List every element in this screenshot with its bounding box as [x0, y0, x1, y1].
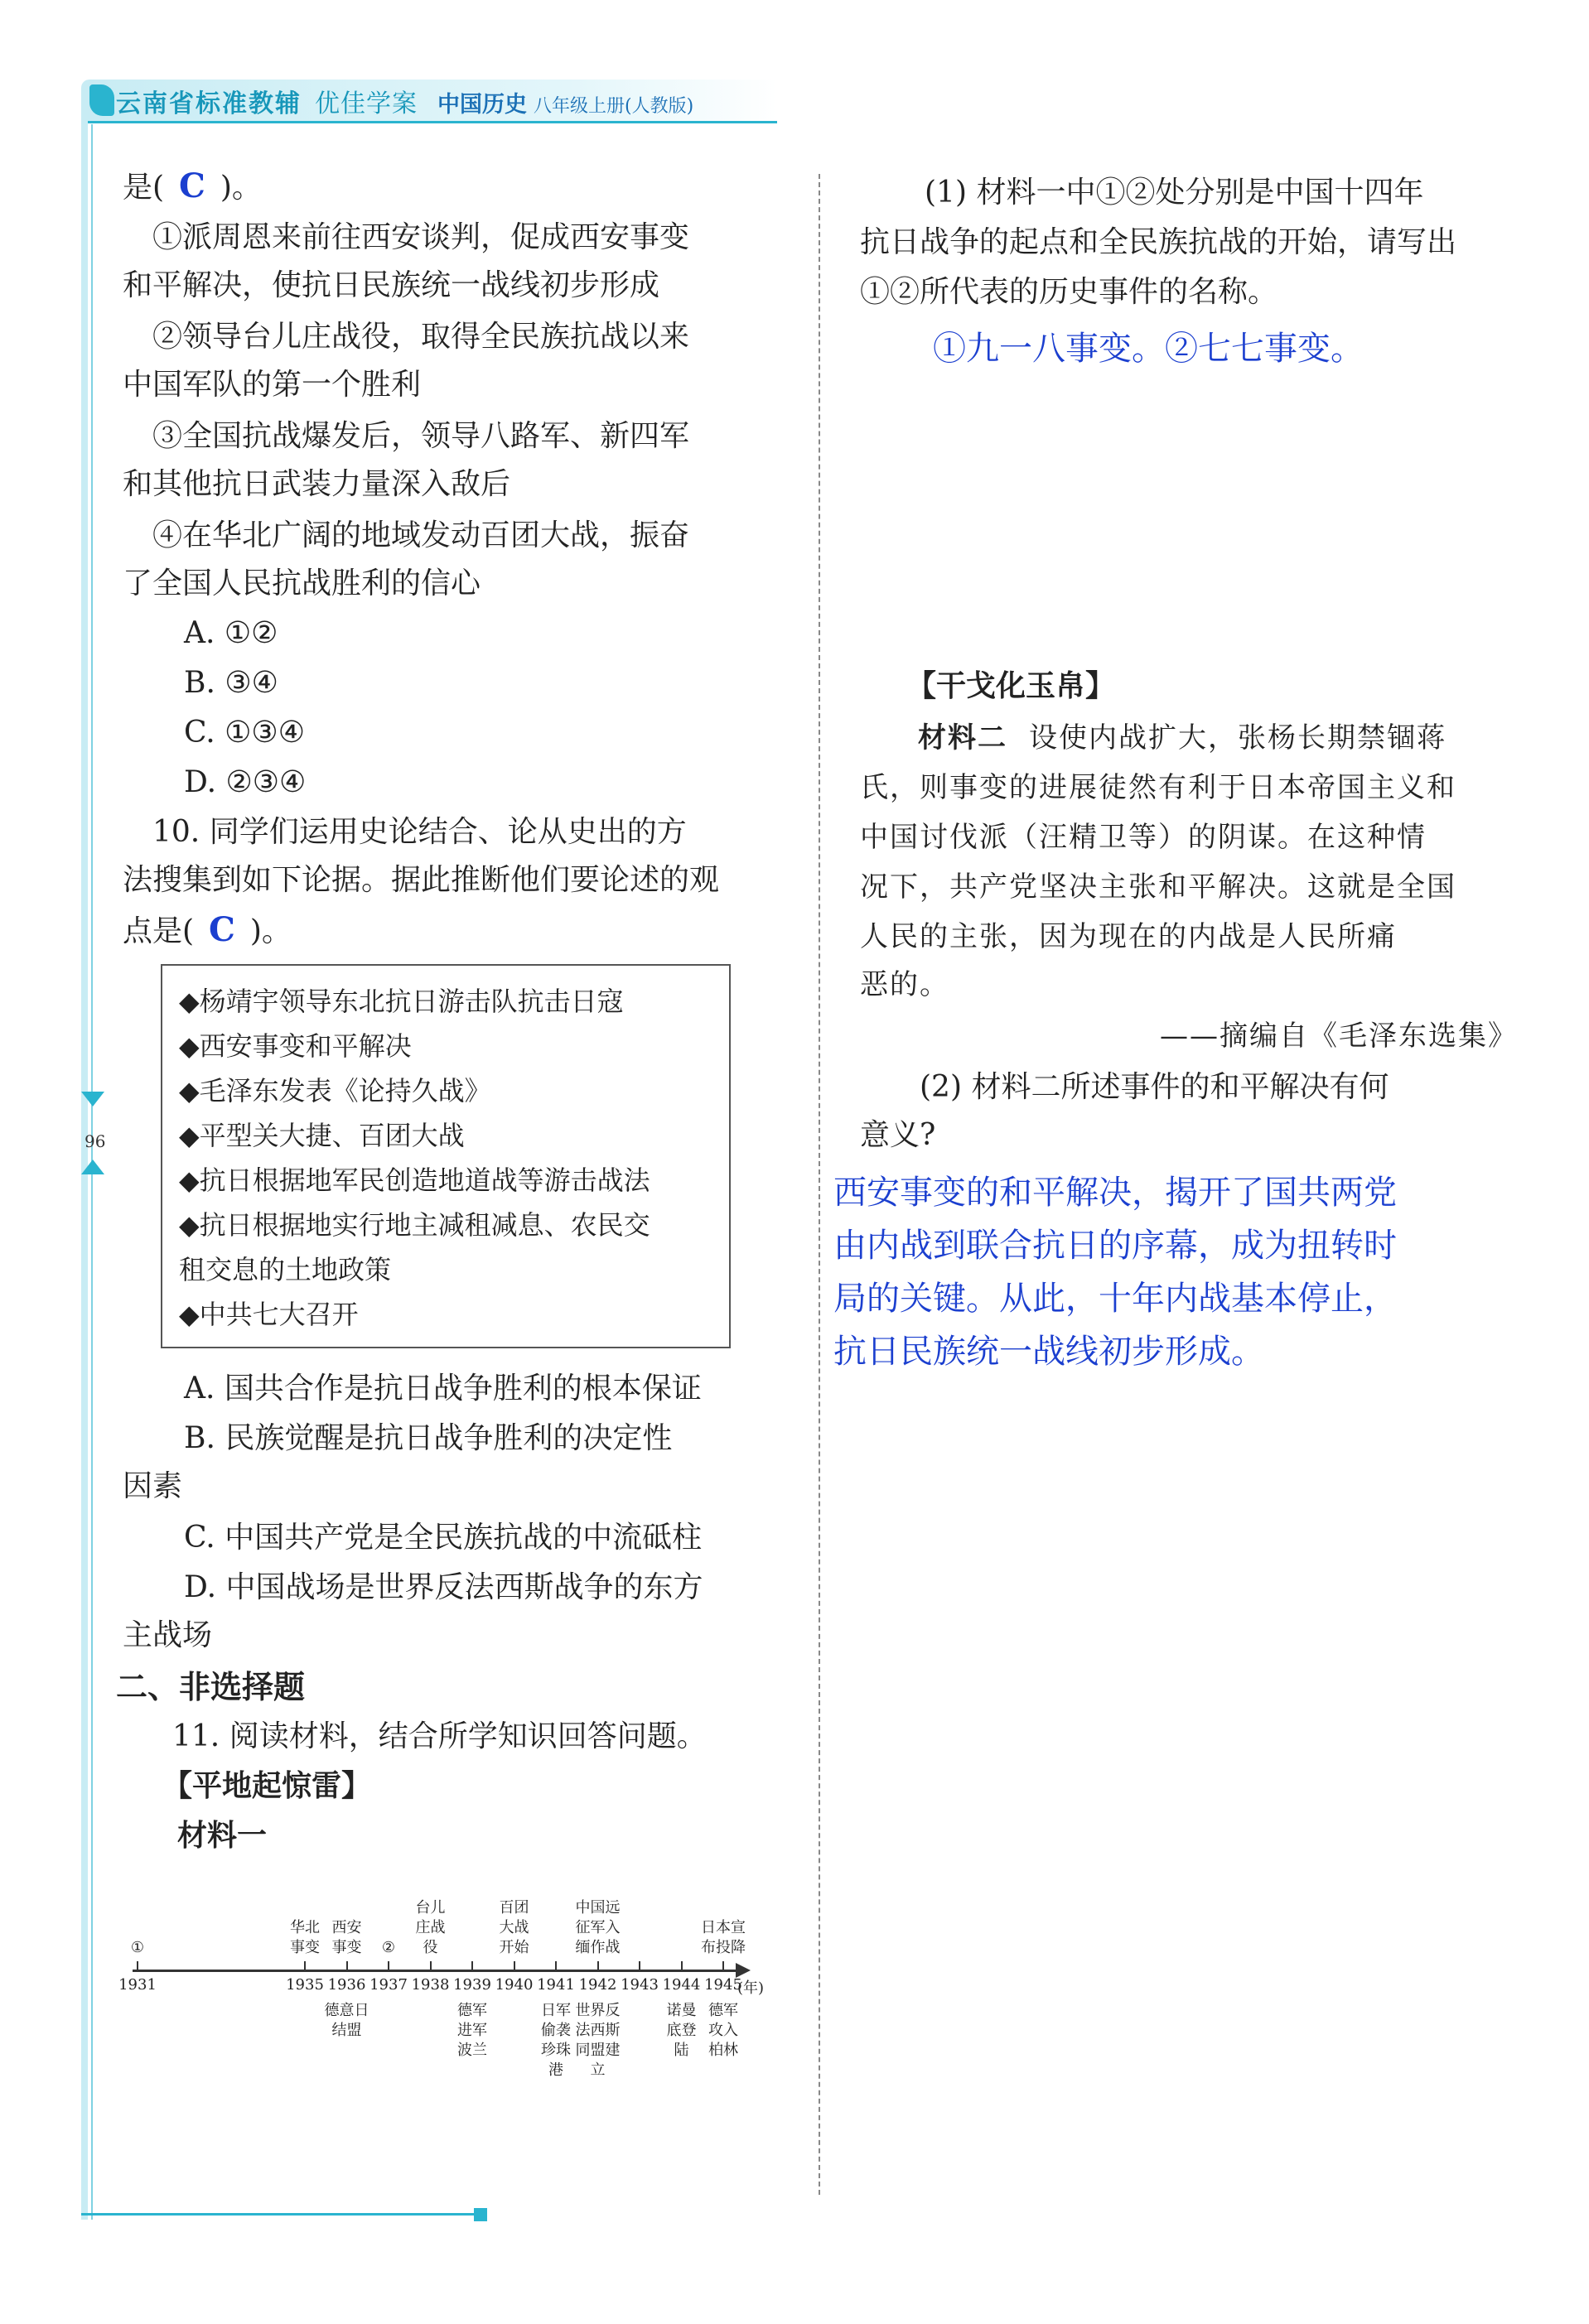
q10-close-pre: 点是( [123, 914, 195, 948]
q9-item-3b: 和其他抗日武装力量深入敌后 [123, 467, 511, 501]
material2-line-4: 况下，共产党坚决主张和平解决。这就是全国 [860, 870, 1456, 904]
timeline-figure [116, 1888, 765, 2104]
q9-item-2b: 中国军队的第一个胜利 [123, 368, 422, 402]
q10-option-d: D. 中国战场是世界反法西斯战争的东方 [184, 1570, 703, 1604]
timeline-tick [555, 1961, 557, 1971]
q10-answer: C [209, 910, 235, 949]
timeline-event-below: 世界反 法西斯 同盟建 立 [575, 2002, 621, 2079]
material2-text-1: 设使内战扩大，张杨长期禁锢蒋 [1029, 721, 1447, 755]
q9-option-d: D. ②③④ [184, 765, 307, 799]
timeline-year-label: 1931 [118, 1976, 157, 1994]
q9-stem-close: )。 [220, 171, 262, 205]
q10-line-2: 法搜集到如下论据。据此推断他们要论述的观 [123, 863, 720, 897]
q1-line-1: (1) 材料一中①②处分别是中国十四年 [925, 176, 1424, 210]
timeline-event-above: ② [381, 1939, 396, 1956]
q2-line-2: 意义? [860, 1118, 936, 1152]
timeline-tick [430, 1961, 432, 1971]
box-item-2: ◆西安事变和平解决 [179, 1030, 412, 1062]
q10-option-a: A. 国共合作是抗日战争胜利的根本保证 [184, 1372, 702, 1405]
material2-source: ——摘编自《毛泽东选集》 [1160, 1020, 1518, 1053]
timeline-tick [597, 1961, 599, 1971]
q9-option-b: B. ③④ [184, 666, 278, 700]
timeline-tick [681, 1961, 683, 1971]
q9-item-1a: ①派周恩来前往西安谈判，促成西安事变 [152, 220, 690, 254]
q1-answer: ①九一八事变。②七七事变。 [933, 330, 1364, 368]
timeline-tick [137, 1961, 138, 1971]
q1-line-2: 抗日战争的起点和全民族抗战的开始，请写出 [860, 225, 1457, 259]
timeline-year-label: 1945 [704, 1976, 742, 1994]
timeline-year-label: 1938 [411, 1976, 450, 1994]
evidence-box [161, 964, 731, 1348]
timeline-tick [346, 1961, 348, 1971]
q10-option-b: B. 民族觉醒是抗日战争胜利的决定性 [184, 1421, 673, 1455]
q9-stem-end [123, 162, 262, 212]
timeline-tick [388, 1961, 389, 1971]
material1-label: 材料一 [177, 1819, 268, 1853]
sub2-title: 【干戈化玉帛】 [906, 669, 1116, 703]
timeline-event-below: 日军 偷袭 珍珠 港 [541, 2002, 571, 2079]
q1-line-3: ①②所代表的历史事件的名称。 [860, 275, 1278, 309]
box-item-6: ◆抗日根据地实行地主减租减息、农民交 [179, 1209, 650, 1241]
page-marker-bottom [81, 1160, 104, 1174]
timeline-year-label: 1944 [662, 1976, 701, 1994]
page-number: 96 [85, 1131, 106, 1151]
timeline-unit: (年) [737, 1979, 765, 1997]
material2-line-1 [918, 714, 1447, 762]
header-brand: 优佳学案 [315, 89, 418, 118]
q9-item-3a: ③全国抗战爆发后，领导八路军、新四军 [152, 419, 690, 453]
page-header [81, 80, 777, 126]
q9-item-1b: 和平解决，使抗日民族统一战线初步形成 [123, 268, 660, 302]
sub1-title: 【平地起惊雷】 [162, 1769, 372, 1803]
box-item-1: ◆杨靖宇领导东北抗日游击队抗击日寇 [179, 986, 624, 1017]
header-title [116, 83, 693, 119]
q9-answer: C [179, 166, 205, 205]
q10-option-b-cont: 因素 [123, 1469, 183, 1503]
section-2-title: 二、非选择题 [116, 1669, 306, 1705]
q2-answer-line-1: 西安事变的和平解决，揭开了国共两党 [833, 1174, 1397, 1212]
box-item-6b: 租交息的土地政策 [179, 1254, 392, 1285]
timeline-tick [304, 1961, 306, 1971]
q9-item-4a: ④在华北广阔的地域发动百团大战，振奋 [152, 518, 690, 552]
timeline-event-above: ① [130, 1939, 145, 1956]
header-subject: 中国历史 [437, 92, 527, 118]
timeline-event-above: 华北 事变 [290, 1919, 320, 1956]
q2-answer-line-4: 抗日民族统一战线初步形成。 [833, 1333, 1264, 1371]
timeline-event-above: 百团 大战 开始 [499, 1899, 529, 1956]
box-item-3: ◆毛泽东发表《论持久战》 [179, 1075, 491, 1107]
timeline-event-below: 诺曼 底登 陆 [666, 2002, 697, 2059]
q11-stem: 11. 阅读材料，结合所学知识回答问题。 [172, 1719, 707, 1753]
header-grade: 八年级上册(人教版) [534, 96, 694, 117]
timeline-tick [722, 1961, 724, 1971]
material2-line-2: 氏，则事变的进展徒然有利于日本帝国主义和 [860, 771, 1456, 804]
timeline-year-label: 1942 [578, 1976, 617, 1994]
q9-option-c: C. ①③④ [184, 716, 305, 750]
timeline-event-below: 德军 攻入 柏林 [708, 2002, 738, 2059]
header-series: 云南省标准教辅 [116, 89, 302, 118]
timeline-event-above: 西安 事变 [331, 1919, 362, 1956]
q10-line-1: 10. 同学们运用史论结合、论从史出的方 [152, 815, 687, 849]
q9-stem-text: 是( [123, 171, 165, 205]
column-divider [819, 174, 820, 2195]
q10-option-d-cont: 主战场 [123, 1618, 213, 1652]
q9-item-2a: ②领导台儿庄战役，取得全民族抗战以来 [152, 320, 690, 354]
header-leaf-icon [89, 84, 114, 116]
timeline-event-above: 中国远 征军入 缅作战 [575, 1899, 621, 1956]
q10-line-3 [123, 906, 292, 956]
material2-line-5: 人民的主张，因为现在的内战是人民所痛 [860, 920, 1397, 953]
material2-line-3: 中国讨伐派（汪精卫等）的阴谋。在这种情 [860, 821, 1427, 854]
q2-answer-line-2: 由内战到联合抗日的序幕，成为扭转时 [833, 1227, 1397, 1265]
timeline-event-above: 台儿 庄战 役 [415, 1899, 446, 1956]
timeline-year-label: 1943 [621, 1976, 659, 1994]
timeline-event-below: 德军 进军 波兰 [457, 2002, 487, 2059]
q9-item-4b: 了全国人民抗战胜利的信心 [123, 567, 481, 600]
timeline-year-label: 1940 [495, 1976, 534, 1994]
timeline-tick [471, 1961, 473, 1971]
material2-label: 材料二 [918, 721, 1007, 755]
material2-line-6: 恶的。 [860, 968, 949, 1001]
bottom-square [474, 2208, 487, 2221]
q10-close-post: )。 [249, 914, 292, 948]
q2-line-1: (2) 材料二所述事件的和平解决有何 [920, 1070, 1389, 1104]
timeline-year-label: 1936 [327, 1976, 366, 1994]
box-item-4: ◆平型关大捷、百团大战 [179, 1120, 465, 1151]
timeline-tick [514, 1961, 515, 1971]
timeline-axis [133, 1970, 739, 1972]
timeline-year-label: 1939 [453, 1976, 491, 1994]
page-marker-top [81, 1092, 104, 1107]
timeline-event-below: 德意日 结盟 [324, 2002, 369, 2039]
timeline-year-label: 1937 [369, 1976, 408, 1994]
timeline-event-above: 日本宣 布投降 [701, 1919, 746, 1956]
bottom-rule [81, 2213, 479, 2216]
timeline-year-label: 1935 [286, 1976, 324, 1994]
timeline-tick [639, 1961, 640, 1971]
q10-option-c: C. 中国共产党是全民族抗战的中流砥柱 [184, 1521, 703, 1555]
box-item-7: ◆中共七大召开 [179, 1299, 359, 1330]
timeline-year-label: 1941 [537, 1976, 575, 1994]
box-item-5: ◆抗日根据地军民创造地道战等游击战法 [179, 1164, 650, 1196]
q2-answer-line-3: 局的关键。从此，十年内战基本停止， [833, 1280, 1397, 1318]
q9-option-a: A. ①② [184, 616, 278, 650]
